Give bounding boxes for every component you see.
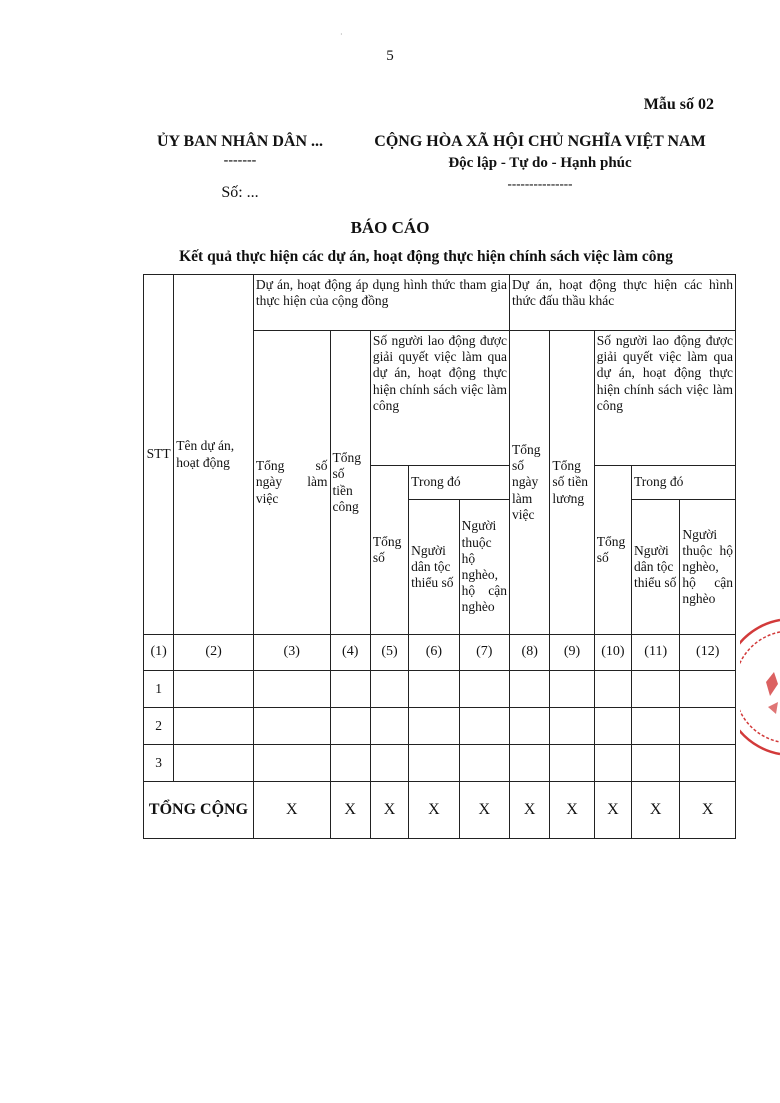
col-number: (1) xyxy=(144,635,174,671)
total-mark: X xyxy=(594,782,631,839)
col-number: (4) xyxy=(330,635,370,671)
total-mark: X xyxy=(330,782,370,839)
header-row-1 xyxy=(144,275,736,331)
header-among-2: Trong đó xyxy=(632,466,736,500)
col-number: (7) xyxy=(459,635,509,671)
total-mark: X xyxy=(680,782,736,839)
header-wage-total: Tổng số tiền công xyxy=(330,331,370,635)
col-number: (5) xyxy=(370,635,408,671)
total-mark: X xyxy=(510,782,550,839)
state-name: CỘNG HÒA XÃ HỘI CHỦ NGHĨA VIỆT NAM xyxy=(374,133,706,150)
table-row xyxy=(144,671,736,708)
document-number: Số: ... xyxy=(221,184,259,201)
header-poor-household-2: Người thuộc hộ nghèo, hộ cận nghèo xyxy=(680,500,736,635)
authority-name: ỦY BAN NHÂN DÂN ... xyxy=(156,133,324,150)
total-label: TỔNG CỘNG xyxy=(144,782,254,839)
total-mark: X xyxy=(459,782,509,839)
header-salary-total: Tổng số tiền lương xyxy=(550,331,594,635)
total-mark: X xyxy=(632,782,680,839)
red-seal-stamp xyxy=(740,612,780,762)
header-group-bidding: Dự án, hoạt động thực hiện các hình thức đấu thầu khác xyxy=(510,275,736,331)
header-workers: Số người lao động được giải quyết việc làm qua dự án, hoạt động thực hiện chính sách việc làm công xyxy=(370,331,509,466)
motto-divider: --------------- xyxy=(507,176,573,191)
col-number: (10) xyxy=(594,635,631,671)
col-number: (8) xyxy=(510,635,550,671)
column-number-row xyxy=(144,635,736,671)
header-ethnic-minority: Người dân tộc thiểu số xyxy=(409,500,459,635)
header-poor-household: Người thuộc hộ nghèo, hộ cận nghèo xyxy=(459,500,509,635)
page-number: 5 xyxy=(386,48,394,64)
col-number: (3) xyxy=(253,635,330,671)
total-mark: X xyxy=(409,782,459,839)
header-work-days-2: Tổng số ngày làm việc xyxy=(510,331,550,635)
row-stt: 1 xyxy=(144,671,174,708)
header-project-name: Tên dự án, hoạt động xyxy=(174,275,254,635)
header-among: Trong đó xyxy=(409,466,510,500)
header-group-community: Dự án, hoạt động áp dụng hình thức tham gia thực hiện của cộng đồng xyxy=(253,275,509,331)
header-total-workers-2: Tổng số xyxy=(594,466,631,635)
document-subtitle: Kết quả thực hiện các dự án, hoạt động thực hiện chính sách việc làm công xyxy=(179,248,673,265)
authority-divider: ------- xyxy=(223,153,257,168)
col-number: (11) xyxy=(632,635,680,671)
table-row xyxy=(144,745,736,782)
form-code: Mẫu số 02 xyxy=(643,96,714,113)
total-mark: X xyxy=(550,782,594,839)
scan-mark: · xyxy=(340,30,343,39)
col-number: (9) xyxy=(550,635,594,671)
table-row xyxy=(144,708,736,745)
header-total-workers: Tổng số xyxy=(370,466,408,635)
header-ethnic-minority-2: Người dân tộc thiểu số xyxy=(632,500,680,635)
total-mark: X xyxy=(370,782,408,839)
col-number: (2) xyxy=(174,635,254,671)
header-work-days: Tổng số ngày làm việc xyxy=(253,331,330,635)
total-row xyxy=(144,782,736,839)
col-number: (6) xyxy=(409,635,459,671)
report-table xyxy=(143,274,736,839)
header-workers-2: Số người lao động được giải quyết việc làm qua dự án, hoạt động thực hiện chính sách việc làm công xyxy=(594,331,735,466)
state-motto: Độc lập - Tự do - Hạnh phúc xyxy=(448,155,632,171)
col-number: (12) xyxy=(680,635,736,671)
row-stt: 3 xyxy=(144,745,174,782)
total-mark: X xyxy=(253,782,330,839)
header-stt: STT xyxy=(144,275,174,635)
document-title: BÁO CÁO xyxy=(350,218,430,237)
row-stt: 2 xyxy=(144,708,174,745)
